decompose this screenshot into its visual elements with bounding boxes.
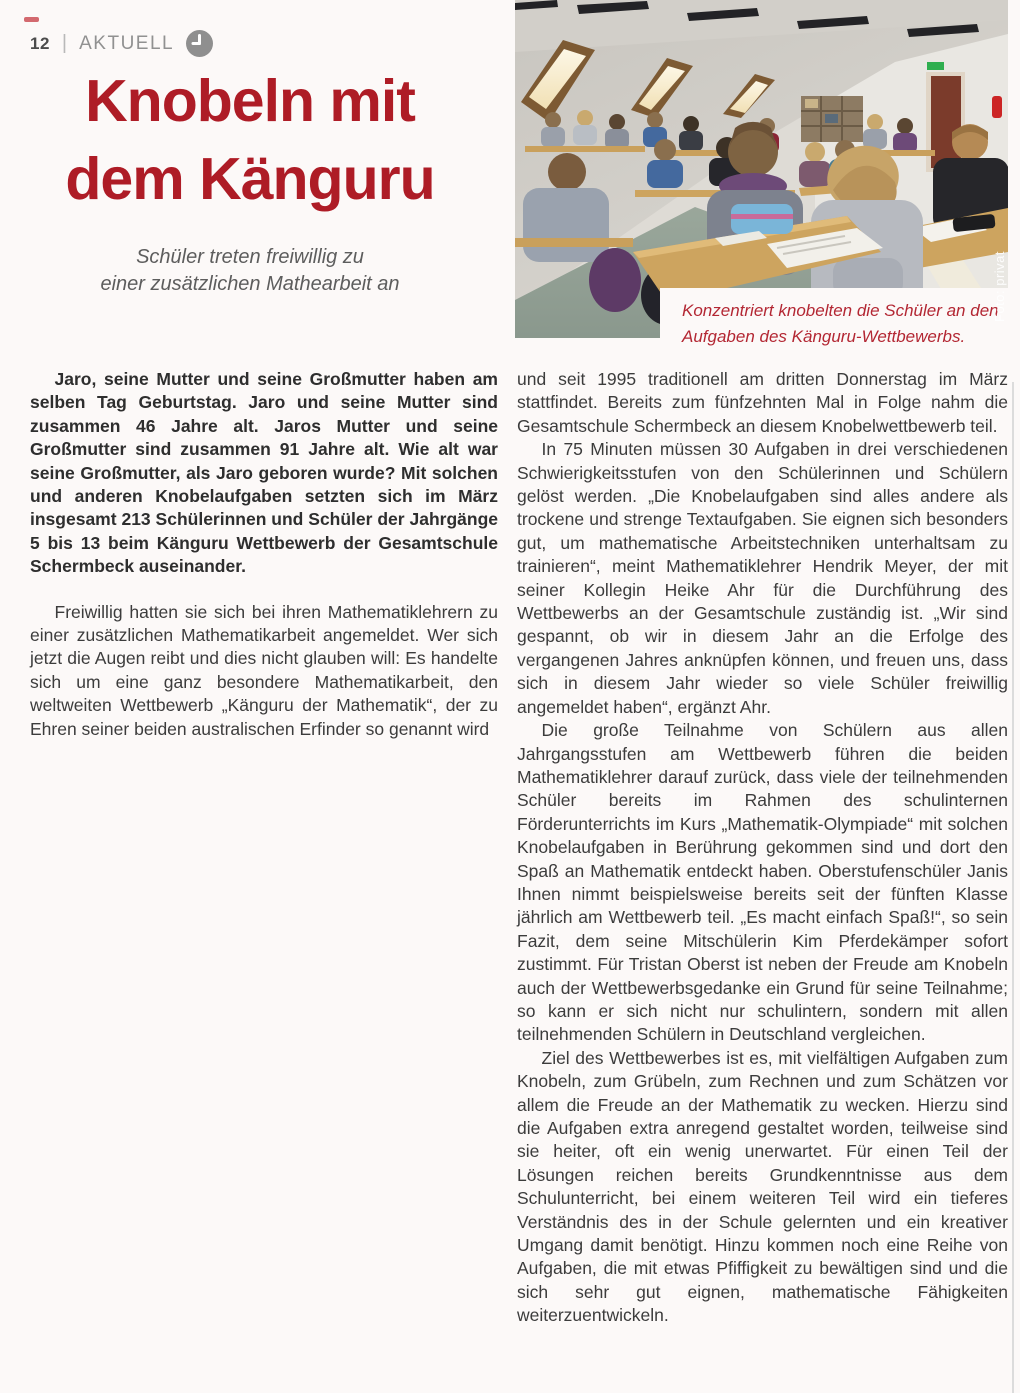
body-column-left [30,368,498,741]
photo-credit: Foto: privat [992,250,1007,322]
article-header [8,62,492,298]
right-paragraph-1: und seit 1995 traditionell am dritten Donnerstag im März stattfindet. Bereits zum fünfzehnten Mal in Folge nahm die Gesamtschule Schermbeck an diesem Knobelwettbewerb teil. [517,369,1008,436]
page-header [30,30,213,57]
clock-icon [186,30,213,57]
classroom-photo [515,0,1008,346]
title-line-1: Knobeln mit [85,68,415,134]
page-edge-line [1012,382,1014,1393]
photo-caption: Konzentriert knobelten die Schüler an den Aufgaben des Känguru-Wettbewerbs. [682,301,999,346]
body-column-right [517,368,1008,1328]
header-divider: | [61,32,68,54]
lead-paragraph: Jaro, seine Mutter und seine Großmutter haben am selben Tag Geburtstag. Jaro und seine Mutter sind zusammen 46 Jahre alt. Jaros Mutter und seine Großmutter sind zusammen 91 Jahre alt. Wie alt war seine Großmutter, als Jaro geboren wurde? Mit solchen und anderen Knobelaufgaben setzten sich im März insgesamt 213 Schülerinnen und Schüler der Jahrgänge 5 bis 13 beim Känguru Wettbewerb der Gesamtschule Schermbeck auseinander. [30,369,498,577]
right-paragraph-4: Ziel des Wettbewerbes ist es, mit vielfältigen Aufgaben zum Knobeln, zum Grübeln, zum Rechnen und zum Schätzen vor allem die Freude an der Mathematik zu wecken. Hierzu sind die Aufgaben extra anregend gestaltet worden, teilweise sind sie heiter, oft ein wenig unerwartet. Für einen Teil der Lösungen reichen bereits Grundkenntnisse aus dem Schulunterricht, bei einem weiteren Teil wird ein tieferes Verständnis des in der Schule gelernten und ein kreativer Umgang damit benötigt. Hinzu kommen noch eine Reihe von Aufgaben, die mit etwas Pfiffigkeit zu bewältigen sind und die sich sehr gut eignen, mathematische Fähigkeiten weiterzuentwickeln. [517,1047,1008,1326]
photo-caption-box [660,288,1008,350]
subtitle-line-2: einer zusätzlichen Mathearbeit an [100,273,400,295]
article-title [8,62,492,218]
right-paragraph-2: In 75 Minuten müssen 30 Aufgaben in drei verschiedenen Schwierigkeitsstufen von den Schülerinnen und Schülern gelöst werden. „Die Knobelaufgaben sind alles andere als trockene und strenge Textaufgaben. Sie eignen sich besonders gut, um mathematische Arbeitstechniken unterhaltsam zu trainieren“, meint Mathematiklehrer Hendrik Meyer, der mit seiner Kollegin Heike Ahr für die Durchführung des Wettbewerbs an der Gesamtschule zuständig ist. „Wir sind gespannt, ob wir in diesem Jahr an die Erfolge des vergangenen Jahres anknüpfen können, und freuen uns, dass sich in diesem Jahr wieder so viele Schüler freiwillig angemeldet haben“, ergänzt Ahr. [517,439,1008,717]
scan-artifact [24,17,39,22]
subtitle-line-1: Schüler treten freiwillig zu [136,246,364,268]
left-paragraph-2: Freiwillig hatten sie sich bei ihren Mathematiklehrern zu einer zusätzlichen Mathematikarbeit angemeldet. Wer sich jetzt die Augen reibt und dies nicht glauben will: Es handelte sich um eine ganz besondere Mathematikarbeit, den weltweiten Wettbewerb „Känguru der Mathematik“, der zu Ehren seiner beiden australischen Erfinder so genannt wird [30,601,498,739]
article-subtitle [8,244,492,298]
section-label: AKTUELL [79,32,175,54]
page-number: 12 [30,33,50,53]
title-line-2: dem Känguru [65,146,435,212]
right-paragraph-3: Die große Teilnahme von Schülern aus allen Jahrgangsstufen am Wettbewerb führen die beiden Mathematiklehrer darauf zurück, dass viele der teilnehmenden Schüler bereits im Rahmen des schulinternen Förderunterrichts im Kurs „Mathematik-Olympiade“ mit solchen Knobelaufgaben in Berührung gekommen sind und dort den Spaß an Mathematik entdeckt haben. Oberstufenschüler Janis Ihnen nimmt beispielsweise bereits seit der fünften Klasse jährlich am Wettbewerb teil. „Es macht einfach Spaß!“, so sein Fazit, dem seine Mitschülerin Kim Pferdekämper sofort zustimmt. Für Tristan Oberst ist neben der Freude am Knobeln auch der Wettbewerbsgedanke ein Grund für seine Teilnahme; so kann er sich nicht nur schulintern, sondern mit allen teilnehmenden Schülern in Deutschland vergleichen. [517,720,1008,1045]
